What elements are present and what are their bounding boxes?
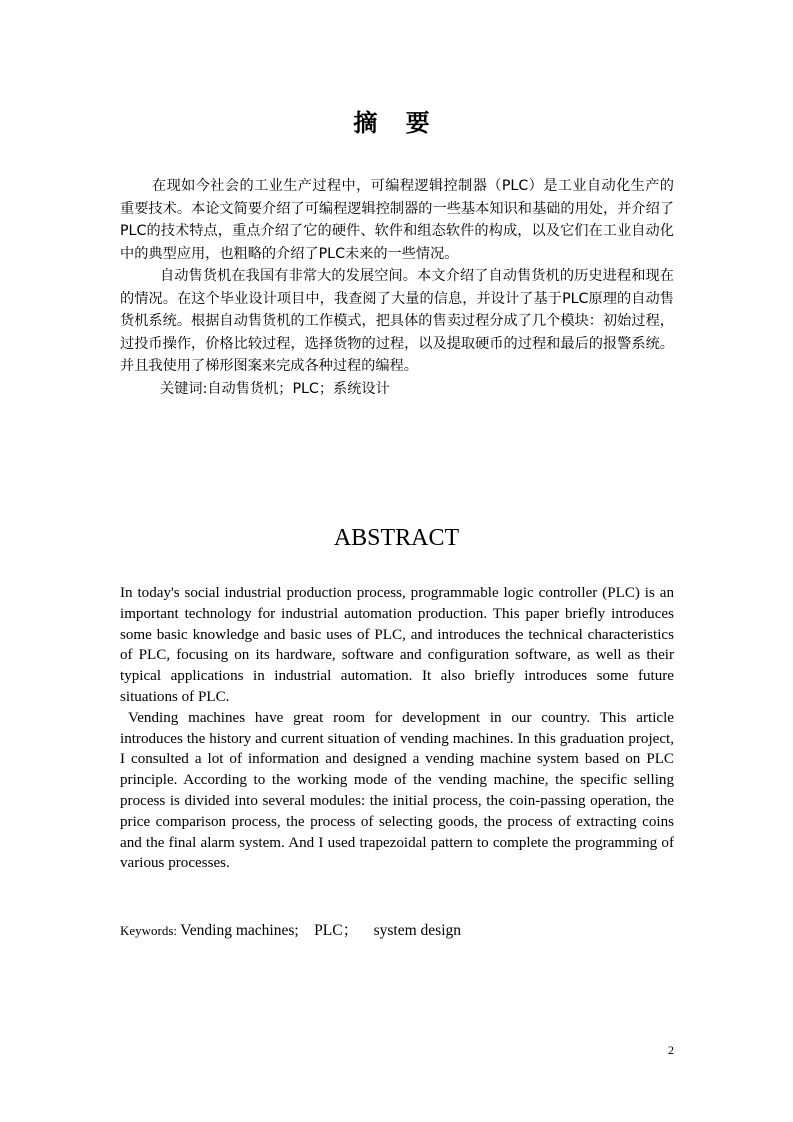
en-keywords-values: Vending machines; PLC； system design bbox=[180, 922, 461, 939]
cn-abstract-paragraph: 自动售货机在我国有非常大的发展空间。本文介绍了自动售货机的历史进程和现在的情况。在这个毕业设计项目中，我查阅了大量的信息，并设计了基于PLC原理的自动售货机系统。根据自动售货机的工作模式，把具体的售卖过程分成了几个模块：初始过程，过投币操作，价格比较过程，选择货物的过程，以及提取硬币的过程和最后的报警系统。并且我使用了梯形图案来完成各种过程的编程。 bbox=[120, 268, 674, 374]
cn-abstract-title: 摘 要 bbox=[353, 109, 440, 137]
en-abstract-title: ABSTRACT bbox=[333, 525, 460, 551]
en-keywords-label: Keywords: bbox=[120, 923, 181, 938]
page-number: 2 bbox=[668, 1043, 674, 1057]
cn-abstract-paragraph: 在现如今社会的工业生产过程中，可编程逻辑控制器（PLC）是工业自动化生产的重要技术。本论文简要介绍了可编程逻辑控制器的一些基本知识和基础的用处，并介绍了PLC的技术特点，重点介绍了它的硬件、软件和组态软件的构成，以及它们在工业自动化中的典型应用，也粗略的介绍了PLC未来的一些情况。 bbox=[120, 178, 674, 262]
cn-keywords: 关键词:自动售货机；PLC；系统设计 bbox=[160, 380, 390, 397]
en-abstract-paragraph: Vending machines have great room for development in our country. This article introduces the history and current situation of vending machines. In this graduation project, I consulted a lot of information and designed a vending machine system based on PLC principle. According to the working mode of the vending machine, the specific selling process is divided into several modules: the initial process, the coin-passing operation, the price comparison process, the process of selecting goods, the process of extracting coins and the final alarm system. And I used trapezoidal pattern to complete the programming of various processes. bbox=[120, 709, 674, 872]
en-abstract-body bbox=[120, 583, 674, 874]
en-keywords bbox=[120, 918, 674, 940]
en-abstract-paragraph: In today's social industrial production process, programmable logic controller (PLC) is an important technology for industrial automation production. This paper briefly introduces some basic knowledge and basic uses of PLC, and introduces the technical characteristics of PLC, focusing on its hardware, software and configuration software, as well as their typical applications in industrial automation. It also briefly introduces some future situations of PLC. bbox=[120, 585, 674, 705]
cn-abstract-body bbox=[120, 175, 674, 400]
